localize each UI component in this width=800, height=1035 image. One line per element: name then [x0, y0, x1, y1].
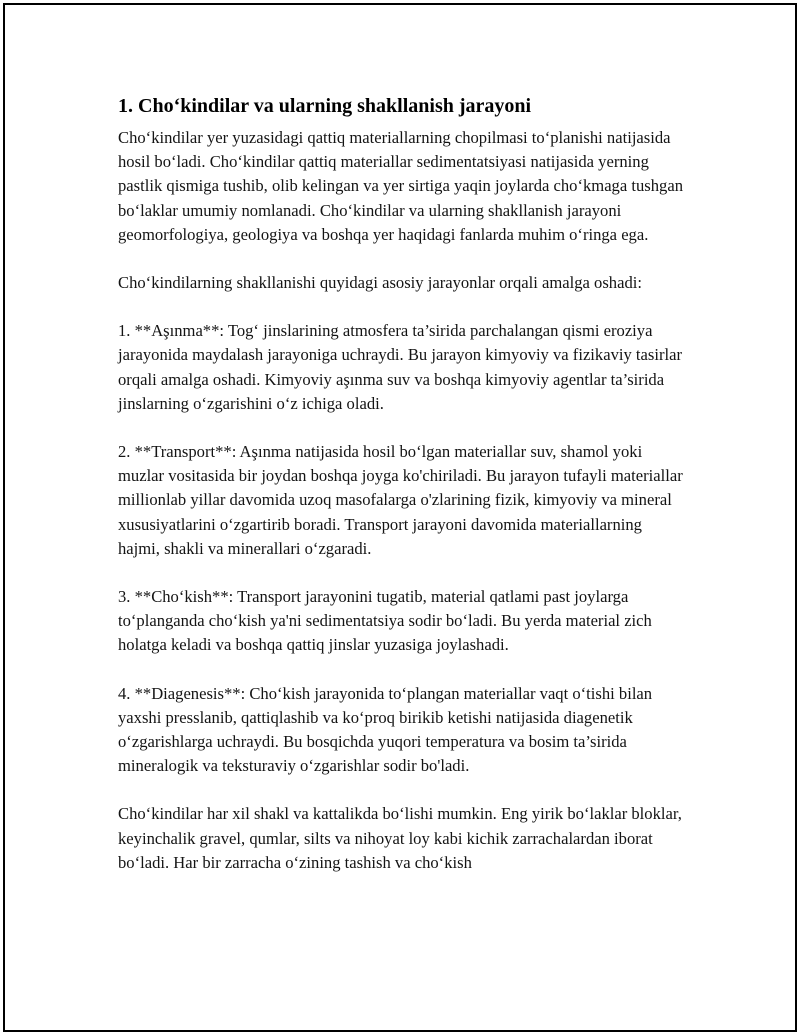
paragraph-deposition: 3. **Cho‘kish**: Transport jarayonini tugatib, material qatlami past joylarga to‘planganda cho‘kish ya'ni sedimentatsiya sodir bo‘ladi. Bu yerda material zich holatga keladi va boshqa qattiq jinslar yuzasiga joylashadi. [118, 587, 652, 655]
paragraph-intro: Cho‘kindilar yer yuzasidagi qattiq materiallarning chopilmasi to‘planishi natijasida hosil bo‘ladi. Cho‘kindilar qattiq materiallar sedimentatsiyasi natijasida yerning pastlik qismiga tushib, olib kelingan va yer sirtiga yaqin joylarda cho‘kmaga tushgan bo‘laklar umumiy nomlanadi. Cho‘kindilar va ularning shakllanish jarayoni geomorfologiya, geologiya va boshqa yer haqidagi fanlarda muhim o‘ringa ega. [118, 128, 683, 244]
paragraph-weathering: 1. **Aşınma**: Tog‘ jinslarining atmosfera ta’sirida parchalangan qismi eroziya jarayonida maydalash jarayoniga uchraydi. Bu jarayon kimyoviy va fizikaviy tasirlar orqali amalga oshadi. Kimyoviy aşınma suv va boshqa kimyoviy agentlar ta’sirida jinslarning o‘zgarishini o‘z ichiga oladi. [118, 321, 683, 413]
paragraph-transport: 2. **Transport**: Aşınma natijasida hosil bo‘lgan materiallar suv, shamol yoki muzlar vositasida bir joydan boshqa joyga ko'chiriladi. Bu jarayon tufayli materiallar millionlab yillar davomida uzoq masofalarga o'zlarining fizik, kimyoviy va mineral xususiyatlarini o‘zgartirib boradi. Transport jarayoni davomida materiallarning hajmi, shakli va minerallari o‘zgaradi. [118, 442, 683, 558]
document-body [118, 92, 688, 899]
paragraph-processes-intro: Cho‘kindilarning shakllanishi quyidagi asosiy jarayonlar orqali amalga oshadi: [118, 273, 642, 293]
paragraph-grain-sizes: Cho‘kindilar har xil shakl va kattalikda bo‘lishi mumkin. Eng yirik bo‘laklar bloklar, keyinchalik gravel, qumlar, silts va nihoyat loy kabi kichik zarrachalardan iborat bo‘ladi. Har bir zarracha o‘zining tashish va cho‘kish [118, 804, 682, 872]
paragraph-diagenesis: 4. **Diagenesis**: Cho‘kish jarayonida to‘plangan materiallar vaqt o‘tishi bilan yaxshi presslanib, qattiqlashib va ko‘proq birikib ketishi natijasida diagenetik o‘zgarishlarga uchraydi. Bu bosqichda yuqori temperatura va bosim ta’sirida mineralogik va teksturaviy o‘zgarishlar sodir bo'ladi. [118, 683, 653, 776]
section-heading: 1. Cho‘kindilar va ularning shakllanish jarayoni [118, 95, 532, 117]
